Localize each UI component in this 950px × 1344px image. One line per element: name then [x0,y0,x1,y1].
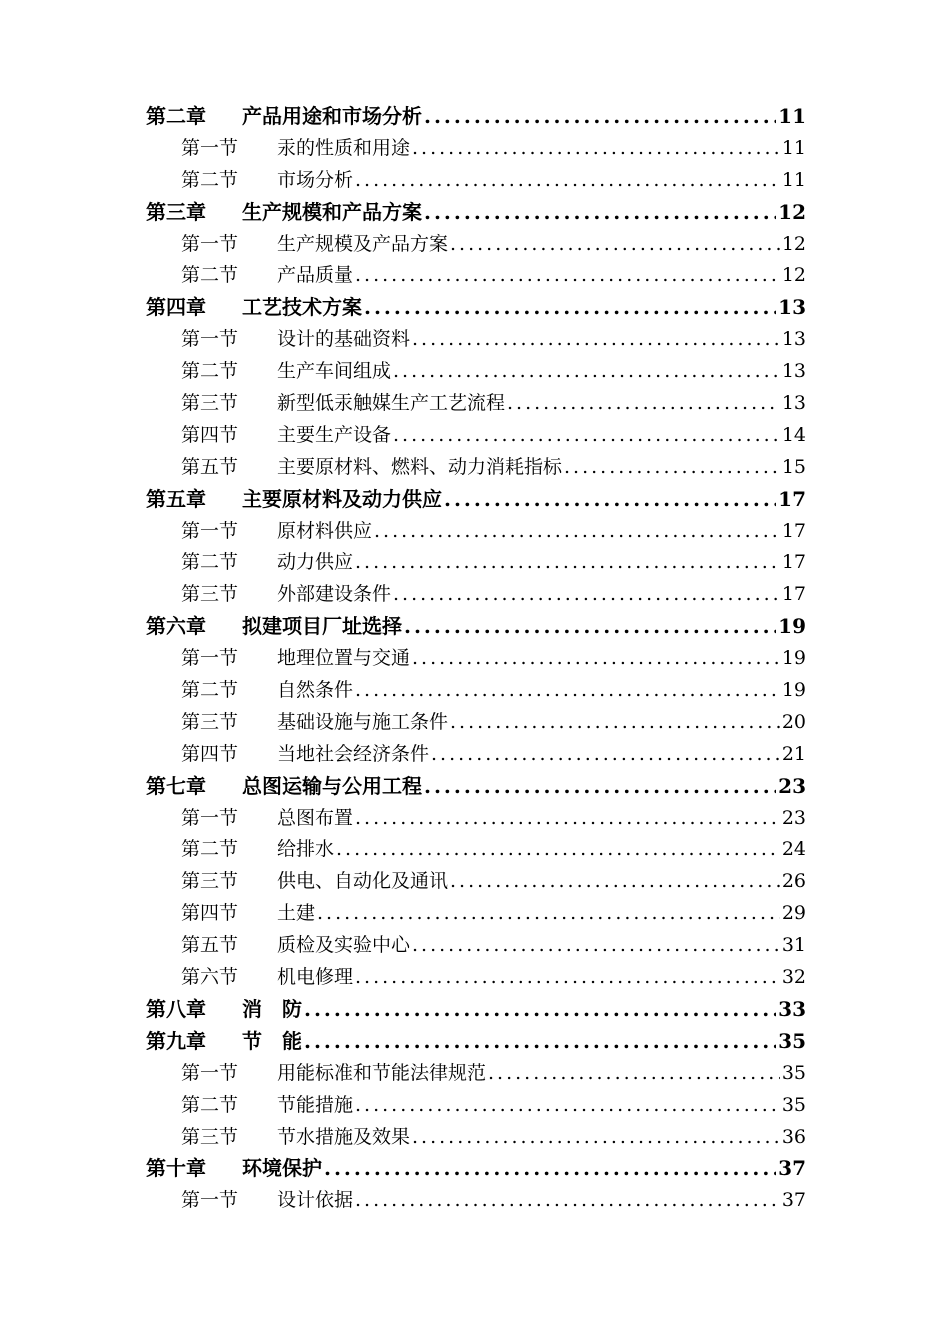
page-number: 20 [781,710,806,733]
toc-entry[interactable] [146,771,806,803]
entry-number: 第三节 [181,1125,239,1148]
dot-leader [393,420,780,452]
page-number: 23 [781,806,806,829]
entry-title: 工艺技术方案 [242,295,362,320]
entry-number: 第一节 [181,1189,239,1212]
entry-title: 节水措施及效果 [277,1125,411,1148]
toc-entry[interactable] [146,516,806,548]
dot-leader [317,898,780,930]
page-number: 33 [778,996,806,1021]
entry-title: 机电修理 [277,966,354,989]
dot-leader [355,675,780,707]
entry-title: 基础设施与施工条件 [277,710,449,733]
dot-leader [424,771,776,803]
toc-entry[interactable] [146,133,806,165]
page-number: 21 [781,742,806,765]
toc-entry[interactable] [146,579,806,611]
entry-title: 生产规模和产品方案 [242,199,422,224]
entry-number: 第二节 [181,551,239,574]
toc-entry[interactable] [146,452,806,484]
dot-leader [355,260,780,292]
page-number: 31 [781,934,806,957]
dot-leader [507,388,780,420]
dot-leader [355,1090,780,1122]
toc-entry[interactable] [146,165,806,197]
entry-number: 第二节 [181,360,239,383]
entry-number: 第一节 [181,328,239,351]
page-number: 13 [781,328,806,351]
entry-title: 环境保护 [242,1156,322,1181]
entry-title: 产品质量 [277,264,354,287]
page-number: 19 [781,647,806,670]
entry-number: 第二节 [181,1093,239,1116]
entry-number: 第六章 [146,614,206,639]
page-number: 19 [781,679,806,702]
page-number: 24 [781,838,806,861]
toc-entry[interactable] [146,611,806,643]
entry-number: 第五节 [181,455,239,478]
toc-entry[interactable] [146,1058,806,1090]
page-number: 17 [781,583,806,606]
entry-number: 第三节 [181,710,239,733]
entry-number: 第二节 [181,168,239,191]
toc-entry[interactable] [146,420,806,452]
dot-leader [450,866,780,898]
dot-leader [355,962,780,994]
entry-title: 设计的基础资料 [277,328,411,351]
entry-number: 第六节 [181,966,239,989]
toc-entry[interactable] [146,739,806,771]
dot-leader [374,516,780,548]
dot-leader [412,930,780,962]
toc-entry[interactable] [146,803,806,835]
toc-entry[interactable] [146,1026,806,1058]
entry-title: 生产车间组成 [277,360,392,383]
page-number: 13 [778,295,806,320]
entry-number: 第五节 [181,934,239,957]
toc-entry[interactable] [146,707,806,739]
dot-leader [324,1153,776,1185]
entry-title: 给排水 [277,838,335,861]
entry-title: 产品用途和市场分析 [242,104,422,128]
page-number: 13 [781,392,806,415]
page-number: 17 [781,519,806,542]
page-number: 12 [781,232,806,255]
page-number: 37 [781,1189,806,1212]
toc-entry[interactable] [146,484,806,516]
dot-leader [424,101,776,133]
entry-number: 第一节 [181,519,239,542]
toc-entry[interactable] [146,1153,806,1185]
entry-title: 质检及实验中心 [277,934,411,957]
page-number: 12 [781,264,806,287]
toc-entry[interactable] [146,930,806,962]
entry-number: 第十章 [146,1156,206,1181]
dot-leader [404,611,776,643]
toc-entry[interactable] [146,1090,806,1122]
page-number: 11 [778,104,806,128]
entry-title: 拟建项目厂址选择 [242,614,402,639]
dot-leader [393,356,780,388]
dot-leader [412,643,780,675]
entry-title: 土建 [277,902,316,925]
page-number: 35 [781,1093,806,1116]
entry-number: 第一节 [181,232,239,255]
entry-title: 主要原材料、燃料、动力消耗指标 [277,455,563,478]
toc-entry[interactable] [146,898,806,930]
dot-leader [393,579,780,611]
dot-leader [412,133,780,165]
toc-entry[interactable] [146,197,806,229]
entry-title: 总图运输与公用工程 [242,773,422,798]
toc-entry[interactable] [146,1185,806,1217]
entry-number: 第九章 [146,1028,206,1053]
entry-title: 消 防 [242,996,302,1021]
toc-entry[interactable] [146,356,806,388]
entry-number: 第八章 [146,996,206,1021]
page-number: 17 [781,551,806,574]
entry-title: 用能标准和节能法律规范 [277,1061,487,1084]
entry-number: 第三节 [181,870,239,893]
entry-title: 动力供应 [277,551,354,574]
dot-leader [364,292,776,324]
entry-title: 当地社会经济条件 [277,742,430,765]
page-number: 26 [781,870,806,893]
dot-leader [450,229,780,261]
page-number: 29 [781,902,806,925]
entry-number: 第四节 [181,742,239,765]
dot-leader [355,1185,780,1217]
entry-number: 第二节 [181,264,239,287]
entry-title: 主要原材料及动力供应 [242,486,442,511]
entry-number: 第二节 [181,679,239,702]
page-number: 19 [778,614,806,639]
entry-number: 第一节 [181,647,239,670]
page-number: 35 [778,1028,806,1053]
toc-entry[interactable] [146,101,806,133]
page-number: 15 [781,455,806,478]
dot-leader [355,165,780,197]
dot-leader [431,739,780,771]
entry-title: 地理位置与交通 [277,647,411,670]
page-number: 32 [781,966,806,989]
dot-leader [355,803,780,835]
entry-title: 汞的性质和用途 [277,136,411,159]
toc-entry[interactable] [146,866,806,898]
entry-number: 第四节 [181,423,239,446]
entry-number: 第三章 [146,199,206,224]
entry-title: 自然条件 [277,679,354,702]
toc-entry[interactable] [146,229,806,261]
toc-entry[interactable] [146,643,806,675]
dot-leader [355,547,780,579]
entry-title: 主要生产设备 [277,423,392,446]
table-of-contents [146,101,806,1217]
dot-leader [336,834,780,866]
toc-entry[interactable] [146,1122,806,1154]
dot-leader [444,484,776,516]
toc-entry[interactable] [146,324,806,356]
entry-title: 原材料供应 [277,519,373,542]
page-number: 11 [781,168,806,191]
toc-entry[interactable] [146,994,806,1026]
toc-entry[interactable] [146,962,806,994]
entry-number: 第二章 [146,104,206,128]
entry-number: 第三节 [181,392,239,415]
entry-title: 设计依据 [277,1189,354,1212]
entry-title: 供电、自动化及通讯 [277,870,449,893]
page-number: 23 [778,773,806,798]
toc-entry[interactable] [146,292,806,324]
dot-leader [564,452,780,484]
entry-number: 第一节 [181,136,239,159]
page-number: 36 [781,1125,806,1148]
page-number: 12 [778,199,806,224]
entry-number: 第五章 [146,486,206,511]
dot-leader [304,1026,776,1058]
entry-number: 第一节 [181,1061,239,1084]
entry-title: 市场分析 [277,168,354,191]
entry-title: 新型低汞触媒生产工艺流程 [277,392,506,415]
entry-title: 总图布置 [277,806,354,829]
entry-number: 第二节 [181,838,239,861]
page-number: 13 [781,360,806,383]
page-number: 11 [781,136,806,159]
dot-leader [412,324,780,356]
dot-leader [450,707,780,739]
toc-entry[interactable] [146,260,806,292]
entry-title: 节能措施 [277,1093,354,1116]
page-number: 17 [778,486,806,511]
page-number: 35 [781,1061,806,1084]
dot-leader [488,1058,780,1090]
page-number: 37 [778,1156,806,1181]
toc-entry[interactable] [146,388,806,420]
dot-leader [304,994,776,1026]
entry-title: 节 能 [242,1028,302,1053]
entry-number: 第一节 [181,806,239,829]
entry-number: 第三节 [181,583,239,606]
page-number: 14 [781,423,806,446]
toc-entry[interactable] [146,675,806,707]
toc-entry[interactable] [146,834,806,866]
dot-leader [424,197,776,229]
entry-title: 外部建设条件 [277,583,392,606]
entry-title: 生产规模及产品方案 [277,232,449,255]
entry-number: 第七章 [146,773,206,798]
dot-leader [412,1122,780,1154]
toc-entry[interactable] [146,547,806,579]
entry-number: 第四节 [181,902,239,925]
entry-number: 第四章 [146,295,206,320]
